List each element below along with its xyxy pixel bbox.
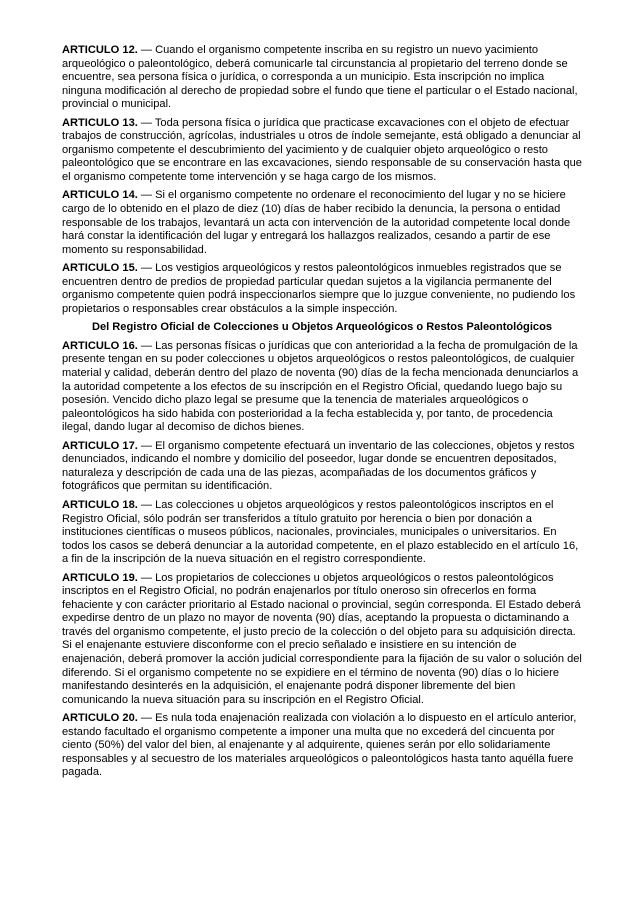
article-dash: — xyxy=(137,339,156,352)
article-15 xyxy=(62,262,582,316)
article-dash: — xyxy=(137,262,156,275)
article-17 xyxy=(62,440,582,494)
article-heading: ARTICULO 13. xyxy=(62,116,138,129)
article-dash: — xyxy=(137,439,156,452)
article-dash: — xyxy=(137,116,155,129)
article-16 xyxy=(62,340,582,435)
article-dash: — xyxy=(137,571,156,584)
article-20 xyxy=(62,712,582,780)
article-heading: ARTICULO 15. xyxy=(62,262,138,275)
article-12 xyxy=(62,44,582,112)
article-dash: — xyxy=(137,189,156,202)
article-19 xyxy=(62,572,582,707)
article-heading: ARTICULO 18. xyxy=(62,498,138,511)
article-text: Los propietarios de colecciones u objetos arqueológicos o restos paleontológicos inscriptos en el Registro Oficial, no podrán enajenarlos por título oneroso sin ofrecerlos en forma fehaciente y con carácter prioritario al Estado nacional o provincial, según corresponda. El Estado deberá expedirse dentro de un plazo no mayor de noventa (90) días, aceptando la propuesta o dictaminando a través del organismo competente, el justo precio de la colección o del objeto para su adquisición directa. Si el enajenante estuviere disconforme con el precio señalado e insistiere en su intención de enajenación, deberá promover la acción judicial correspondiente para la fijación de su valor o solución del diferendo. Si el organismo competente no se expidiere en el término de noventa (90) días o lo hiciere manifestando desinterés en la adquisición, el enajenante podrá disponer libremente del bien comunicando la nueva situación para su inscripción en el Registro Oficial. xyxy=(62,571,582,706)
article-dash: — xyxy=(137,498,156,511)
article-dash: — xyxy=(137,712,156,725)
article-heading: ARTICULO 12. xyxy=(62,44,138,56)
article-text: Es nula toda enajenación realizada con violación a lo dispuesto en el artículo anterior, estando facultado el organismo competente a imponer una multa que no excederá del cincuenta por ciento (50%) del valor del bien, al enajenante y al adquirente, quienes serán por ello solidariamente responsables y al secuestro de los materiales arqueológicos o paleontológicos hasta tanto aquélla fuere pagada. xyxy=(62,712,577,779)
article-heading: ARTICULO 17. xyxy=(62,439,138,452)
article-heading: ARTICULO 14. xyxy=(62,189,138,202)
article-heading: ARTICULO 16. xyxy=(62,339,138,352)
article-text: Toda persona física o jurídica que practicase excavaciones con el objeto de efectuar trabajos de construcción, agrícolas, industriales u otros de índole semejante, está obligado a denunciar al organismo competente el descubrimiento del yacimiento y de cualquier objeto arqueológico o resto paleontológico que se encontrare en las excavaciones, siendo responsable de su conservación hasta que el organismo competente tome intervención y se haga cargo de los mismos. xyxy=(62,116,582,183)
document-body xyxy=(62,44,582,785)
article-text: Cuando el organismo competente inscriba en su registro un nuevo yacimiento arqueológico o paleontológico, deberá comunicarle tal circunstancia al propietario del terreno donde se encuentre, sea persona física o jurídica, o corresponda a un municipio. Esta inscripción no implica ninguna modificación al derecho de propiedad sobre el fundo que tiene el particular o el Estado nacional, provincial o municipal. xyxy=(62,44,578,111)
article-text: Los vestigios arqueológicos y restos paleontológicos inmuebles registrados que se encuentren dentro de predios de propiedad particular quedan sujetos a la vigilancia permanente del organismo competente quien podrá inspeccionarlos siempre que lo juzgue conveniente, no pudiendo los propietarios o responsables crear obstáculos a la simple inspección. xyxy=(62,262,576,315)
article-heading: ARTICULO 20. xyxy=(62,712,138,725)
article-heading: ARTICULO 19. xyxy=(62,571,138,584)
section-title: Del Registro Oficial de Colecciones u Objetos Arqueológicos o Restos Paleontológicos xyxy=(91,321,553,334)
article-dash: — xyxy=(137,44,156,56)
article-18 xyxy=(62,499,582,567)
article-13 xyxy=(62,117,582,185)
article-text: Las personas físicas o jurídicas que con anterioridad a la fecha de promulgación de la presente tengan en su poder colecciones u objetos arqueológicos o restos paleontológicos, de cualquier material y calidad, deberán dentro del plazo de noventa (90) días de la fecha mencionada denunciarlos a la autoridad competente a los efectos de su inscripción en el Registro Oficial, quedando luego bajo su posesión. Vencido dicho plazo legal se presume que la tenencia de materiales arqueológicos o paleontológicos ha sido habida con posterioridad a la fecha establecida y, por tanto, de procedencia ilegal, dando lugar al decomiso de dichos bienes. xyxy=(62,339,579,434)
article-text: El organismo competente efectuará un inventario de las colecciones, objetos y restos denunciados, indicando el nombre y domicilio del poseedor, lugar donde se encuentren depositados, naturaleza y descripción de cada una de las piezas, acompañadas de los documentos gráficos y fotográficos que permitan su identificación. xyxy=(62,439,575,493)
article-text: Si el organismo competente no ordenare el reconocimiento del lugar y no se hiciere cargo de lo obtenido en el plazo de diez (10) días de haber recibido la denuncia, la persona o entidad responsable de los trabajos, levantará un acta con intervención de la autoridad competente local donde hará constar la identificación del lugar y entregará los hallazgos realizados, cesando a partir de ese momento su responsabilidad. xyxy=(62,189,571,256)
article-text: Las colecciones u objetos arqueológicos y restos paleontológicos inscriptos en el Registro Oficial, sólo podrán ser transferidos a título gratuito por herencia o bien por donación a instituciones científicas o museos públicos, nacionales, provinciales, municipales o universitarios. En todos los casos se deberá denunciar a la autoridad competente, en el plazo establecido en el artículo 16, a fin de la inscripción de la nueva situación en el registro correspondiente. xyxy=(62,498,579,566)
article-14 xyxy=(62,189,582,257)
